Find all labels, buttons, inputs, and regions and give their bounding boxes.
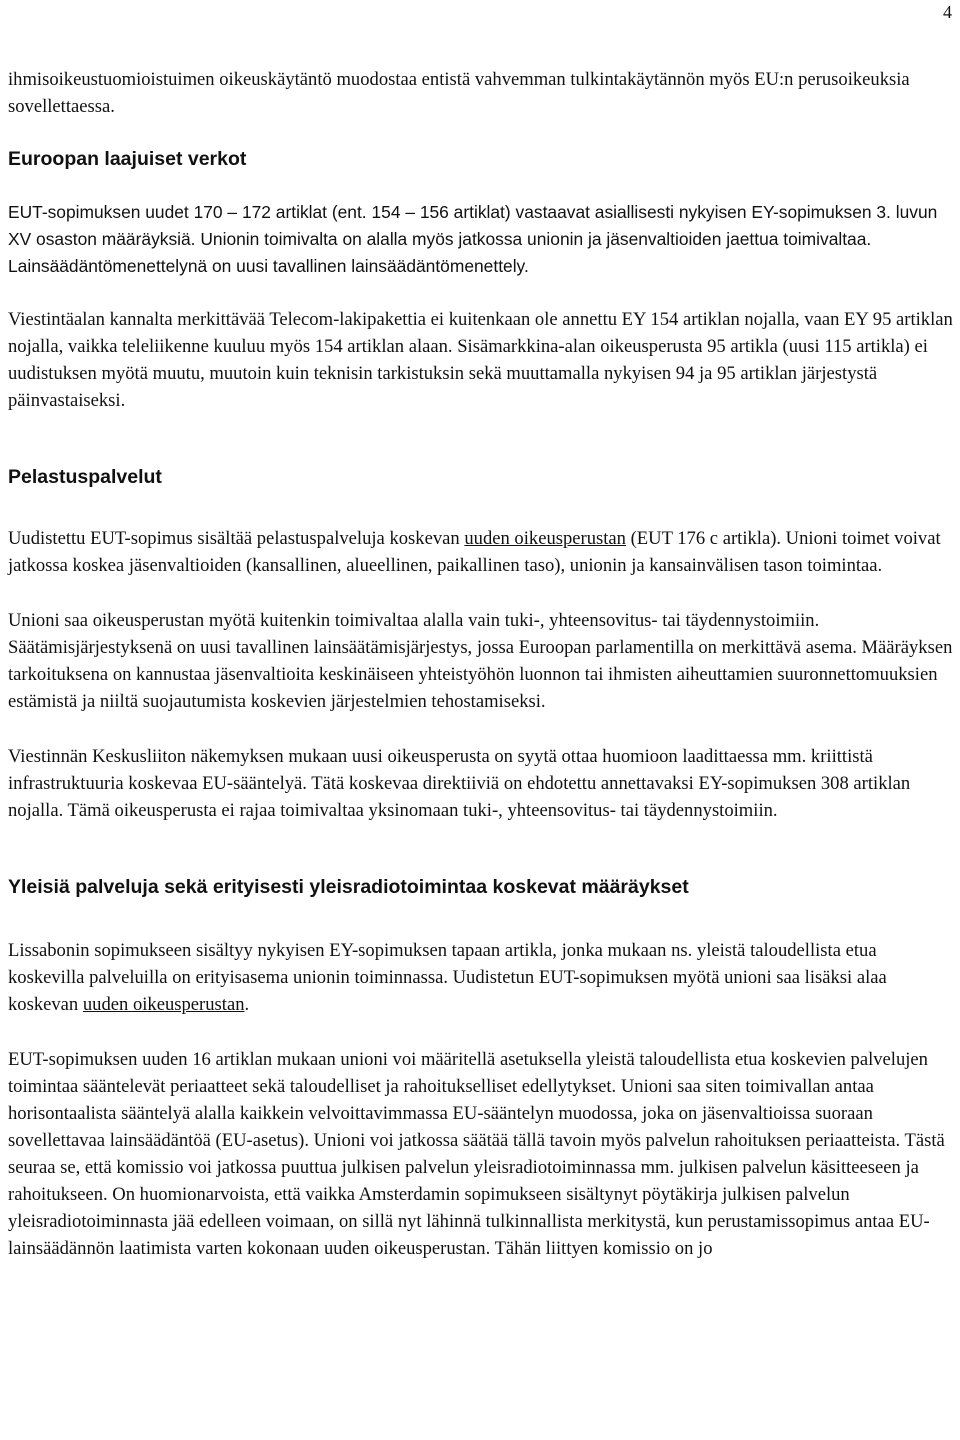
paragraph-article-16: EUT-sopimuksen uuden 16 artiklan mukaan unioni voi määritellä asetuksella yleistä taloudellista etua koskevien palvelujen toimintaa sääntelevät periaatteet sekä taloudelliset ja rahoitukselliset edellytykset. Unioni saa siten toimivallan antaa horisontaalista sääntelyä alalla kaikkein velvoittavimmassa EU-sääntelyn muodossa, joka on jäsenvaltioissa suoraan sovellettavaa lainsäädäntöä (EU-asetus). Unioni voi jatkossa säätää tällä tavoin myös palvelun rahoituksen periaatteista. Tästä seuraa se, että komissio voi jatkossa puuttua julkisen palvelun yleisradiotoiminnassa mm. julkisen palvelun käsitteeseen ja rahoitukseen. On huomionarvoista, että vaikka Amsterdamin sopimukseen sisältynyt pöytäkirja julkisen palvelun yleisradiotoiminnasta jää edelleen voimaan, on sillä nyt lähinnä tulkinnallista merkitystä, kun perustamissopimus antaa EU-lainsäädännön laatimista varten kokonaan uuden oikeusperustan. Tähän liittyen komissio on jo	[8, 1049, 945, 1259]
paragraph-text: (EUT 176 c artikla). Unioni toimet voivat jatkossa koskea jäsenvaltioiden (kansallinen, alueellinen, paikallinen taso), unionin ja kansainvälisen tason toimintaa.	[8, 528, 941, 576]
document-body	[8, 66, 956, 1262]
underlined-term: uuden oikeusperustan	[464, 528, 626, 549]
paragraph-verkot-articles: EUT-sopimuksen uudet 170 – 172 artiklat (ent. 154 – 156 artiklat) vastaavat asiallisesti nykyisen EY-sopimuksen 3. luvun XV osaston määräyksiä. Unionin toimivalta on alalla myös jatkossa unionin ja jäsenvaltioiden jaettua toimivaltaa. Lainsäädäntömenettelynä on uusi tavallinen lainsäädäntömenettely.	[8, 202, 938, 276]
section-heading-pelastuspalvelut: Pelastuspalvelut	[8, 466, 162, 488]
paragraph-intro-continuation: ihmisoikeustuomioistuimen oikeuskäytäntö muodostaa entistä vahvemman tulkintakäytännön myös EU:n perusoikeuksia sovellettaessa.	[8, 69, 910, 117]
underlined-term: uuden oikeusperustan	[82, 994, 245, 1015]
paragraph-lissabon-services	[8, 937, 956, 1018]
paragraph-pelastuspalvelut-competence: Unioni saa oikeusperustan myötä kuitenkin toimivaltaa alalla vain tuki-, yhteensovitus- tai täydennystoimiin. Säätämisjärjestyksenä on uusi tavallinen lainsäätämisjärjestys, jossa Euroopan parlamentilla on merkittävä asema. Määräyksen tarkoituksena on kannustaa jäsenvaltioita keskinäiseen yhteistyöhön luonnon tai ihmisten aiheuttamien suuronnettomuuksien estämistä ja niiltä suojautumista koskevien järjestelmien tehostamiseksi.	[8, 610, 953, 712]
section-heading-yleisradiotoiminta: Yleisiä palveluja sekä erityisesti yleisradiotoimintaa koskevat määräykset	[8, 876, 689, 898]
page-number: 4	[943, 2, 952, 22]
paragraph-telecom-package: Viestintäalan kannalta merkittävää Telecom-lakipakettia ei kuitenkaan ole annettu EY 154 artiklan nojalla, vaan EY 95 artiklan nojalla, vaikka teleliikenne kuuluu myös 154 artiklan alaan. Sisämarkkina-alan oikeusperusta 95 artikla (uusi 115 artikla) ei uudistuksen myötä muutu, muutoin kuin teknisin tarkistuksin sekä muuttamalla nykyisen 94 ja 95 artiklan järjestystä päinvastaiseksi.	[8, 309, 953, 411]
section-heading-euroopan-laajuiset-verkot: Euroopan laajuiset verkot	[8, 148, 247, 170]
paragraph-keskusliitto-view: Viestinnän Keskusliiton näkemyksen mukaan uusi oikeusperusta on syytä ottaa huomioon laadittaessa mm. kriittistä infrastruktuuria koskevaa EU-sääntelyä. Tätä koskevaa direktiiviä on ehdotettu annettavaksi EY-sopimuksen 308 artiklan nojalla. Tämä oikeusperusta ei rajaa toimivaltaa yksinomaan tuki-, yhteensovitus- tai täydennystoimiin.	[8, 746, 911, 821]
paragraph-text: .	[244, 994, 250, 1015]
paragraph-text: Uudistettu EUT-sopimus sisältää pelastuspalveluja koskevan	[8, 528, 465, 549]
paragraph-text: Lissabonin sopimukseen sisältyy nykyisen EY-sopimuksen tapaan artikla, jonka mukaan ns. yleistä taloudellista etua koskevilla palveluilla on erityisasema unionin toiminnassa. Uudistetun EUT-sopimuksen myötä unioni saa lisäksi alaa koskevan	[8, 940, 887, 1015]
paragraph-pelastuspalvelut-intro	[8, 525, 956, 579]
